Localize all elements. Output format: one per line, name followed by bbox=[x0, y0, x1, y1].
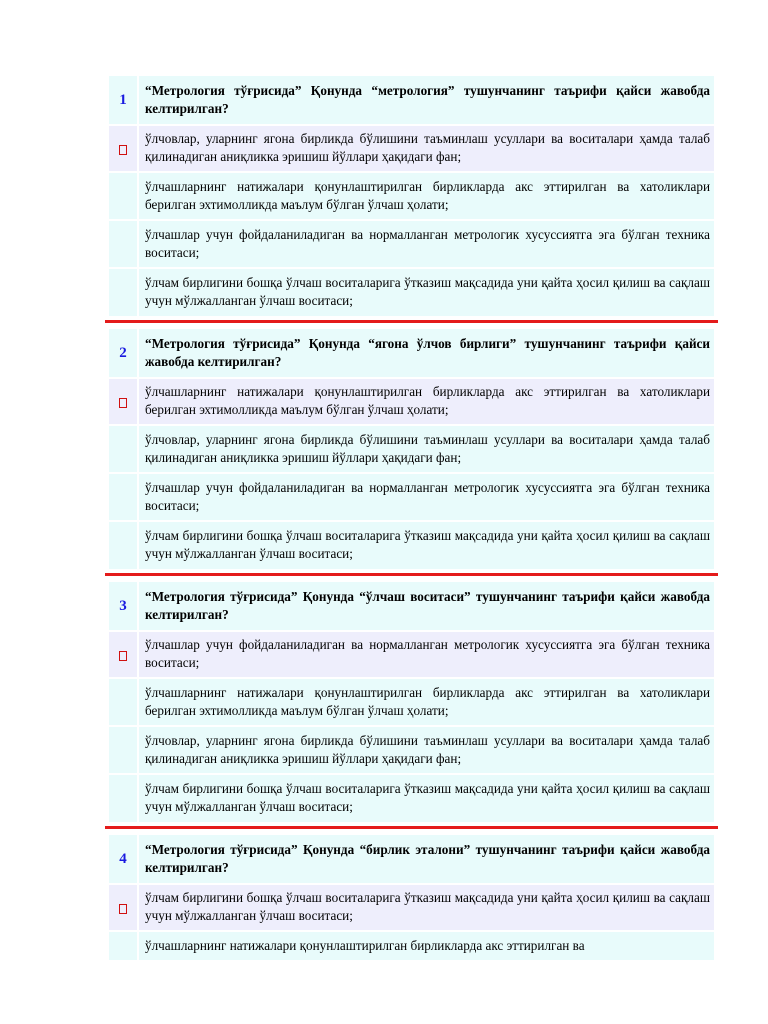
answer-marker bbox=[109, 522, 137, 569]
answer-marker bbox=[109, 474, 137, 520]
question-number: 4 bbox=[109, 835, 137, 883]
question-number: 2 bbox=[109, 329, 137, 377]
answer-option: ўлчашларнинг натижалари қонунлаштирилган бирликларда акс эттирилган ва хатоликлари берилган эхтимолликда маълум бўлган ўлчаш ҳолати; bbox=[139, 679, 714, 725]
correct-mark-icon bbox=[119, 904, 127, 914]
answer-option: ўлчашларнинг натижалари қонунлаштирилган бирликларда акс эттирилган ва bbox=[139, 932, 714, 960]
answer-marker bbox=[109, 426, 137, 472]
answer-option: ўлчашлар учун фойдаланиладиган ва нормалланган метрологик хусуссиятга эга бўлган техника воситаси; bbox=[139, 221, 714, 267]
answer-option-correct: ўлчам бирлигини бошқа ўлчаш воситаларига ўтказиш мақсадида уни қайта ҳосил қилиш ва сақлаш учун мўлжалланган ўлчаш воситаси; bbox=[139, 885, 714, 930]
question-sheet bbox=[107, 74, 716, 962]
answer-option: ўлчам бирлигини бошқа ўлчаш воситаларига ўтказиш мақсадида уни қайта ҳосил қилиш ва сақлаш учун мўлжалланган ўлчаш воситаси; bbox=[139, 269, 714, 316]
question-text: “Метрология тўғрисида” Қонунда “ўлчаш воситаси” тушунчанинг таърифи қайси жавобда келтирилган? bbox=[139, 582, 714, 630]
question-separator bbox=[105, 320, 718, 323]
question-table bbox=[107, 580, 716, 824]
question-number: 1 bbox=[109, 76, 137, 124]
question-table bbox=[107, 74, 716, 318]
answer-option: ўлчам бирлигини бошқа ўлчаш воситаларига ўтказиш мақсадида уни қайта ҳосил қилиш ва сақлаш учун мўлжалланган ўлчаш воситаси; bbox=[139, 522, 714, 569]
correct-answer-marker bbox=[109, 885, 137, 930]
question-text: “Метрология тўғрисида” Қонунда “бирлик эталони” тушунчанинг таърифи қайси жавобда келтирилган? bbox=[139, 835, 714, 883]
answer-marker bbox=[109, 173, 137, 219]
question-number: 3 bbox=[109, 582, 137, 630]
answer-option-correct: ўлчашларнинг натижалари қонунлаштирилган бирликларда акс эттирилган ва хатоликлари берилган эхтимолликда маълум бўлган ўлчаш ҳолати; bbox=[139, 379, 714, 424]
question-table bbox=[107, 833, 716, 962]
correct-answer-marker bbox=[109, 379, 137, 424]
correct-mark-icon bbox=[119, 145, 127, 155]
question-text: “Метрология тўғрисида” Қонунда “метрология” тушунчанинг таърифи қайси жавобда келтирилган? bbox=[139, 76, 714, 124]
correct-mark-icon bbox=[119, 651, 127, 661]
question-block bbox=[107, 580, 716, 829]
answer-marker bbox=[109, 269, 137, 316]
answer-option-correct: ўлчовлар, уларнинг ягона бирликда бўлишини таъминлаш усуллари ва воситалари ҳамда талаб қилинадиган аниқликка эришиш йўллари ҳақидаги фан; bbox=[139, 126, 714, 171]
correct-answer-marker bbox=[109, 126, 137, 171]
question-separator bbox=[105, 826, 718, 829]
correct-answer-marker bbox=[109, 632, 137, 677]
question-table bbox=[107, 327, 716, 571]
answer-option: ўлчашларнинг натижалари қонунлаштирилган бирликларда акс эттирилган ва хатоликлари берилган эхтимолликда маълум бўлган ўлчаш ҳолати; bbox=[139, 173, 714, 219]
answer-marker bbox=[109, 679, 137, 725]
answer-option: ўлчовлар, уларнинг ягона бирликда бўлишини таъминлаш усуллари ва воситалари ҳамда талаб қилинадиган аниқликка эришиш йўллари ҳақидаги фан; bbox=[139, 426, 714, 472]
question-block bbox=[107, 833, 716, 962]
answer-marker bbox=[109, 221, 137, 267]
answer-option-correct: ўлчашлар учун фойдаланиладиган ва нормалланган метрологик хусуссиятга эга бўлган техника воситаси; bbox=[139, 632, 714, 677]
answer-option: ўлчовлар, уларнинг ягона бирликда бўлишини таъминлаш усуллари ва воситалари ҳамда талаб қилинадиган аниқликка эришиш йўллари ҳақидаги фан; bbox=[139, 727, 714, 773]
answer-marker bbox=[109, 727, 137, 773]
answer-marker bbox=[109, 932, 137, 960]
correct-mark-icon bbox=[119, 398, 127, 408]
question-block bbox=[107, 327, 716, 576]
question-separator bbox=[105, 573, 718, 576]
answer-option: ўлчам бирлигини бошқа ўлчаш воситаларига ўтказиш мақсадида уни қайта ҳосил қилиш ва сақлаш учун мўлжалланган ўлчаш воситаси; bbox=[139, 775, 714, 822]
answer-marker bbox=[109, 775, 137, 822]
answer-option: ўлчашлар учун фойдаланиладиган ва нормалланган метрологик хусуссиятга эга бўлган техника воситаси; bbox=[139, 474, 714, 520]
question-block bbox=[107, 74, 716, 323]
question-text: “Метрология тўғрисида” Қонунда “ягона ўлчов бирлиги” тушунчанинг таърифи қайси жавобда келтирилган? bbox=[139, 329, 714, 377]
